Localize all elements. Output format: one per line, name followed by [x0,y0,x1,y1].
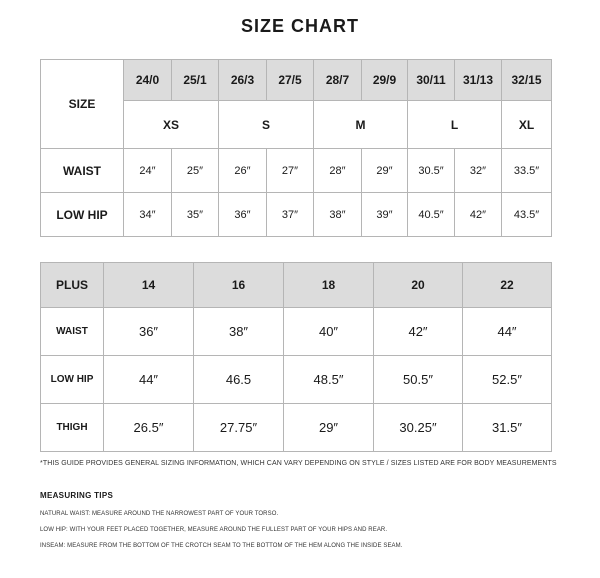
table-cell: 34″ [124,193,172,237]
table-cell: 36″ [104,308,194,356]
table-cell: 35″ [172,193,219,237]
size-code: 24/0 [124,60,172,101]
size-chart-table [40,59,552,237]
measuring-tip: INSEAM: MEASURE FROM THE BOTTOM OF THE CROTCH SEAM TO THE BOTTOM OF THE HEM ALONG THE INSIDE SEAM. [40,543,403,549]
size-letter: S [219,101,314,149]
row-label-thigh: THIGH [41,404,104,452]
table-cell: 29″ [284,404,374,452]
row-label-waist: WAIST [41,149,124,193]
size-header-label: SIZE [41,60,124,149]
table-cell: 37″ [267,193,314,237]
table-cell: 31.5″ [463,404,552,452]
table-cell: 30.5″ [408,149,455,193]
size-letter: L [408,101,502,149]
page-title: SIZE CHART [241,16,359,36]
table-row [41,149,552,193]
plus-header-row [41,263,552,308]
table-cell: 42″ [374,308,463,356]
size-code: 27/5 [267,60,314,101]
table-cell: 30.25″ [374,404,463,452]
row-label-low-hip: LOW HIP [41,193,124,237]
plus-size: 18 [284,263,374,308]
table-cell: 52.5″ [463,356,552,404]
size-letter: XS [124,101,219,149]
size-code: 26/3 [219,60,267,101]
table-row [41,193,552,237]
plus-size: 16 [194,263,284,308]
table-cell: 33.5″ [502,149,552,193]
measuring-tips-heading: MEASURING TIPS [40,491,114,500]
table-cell: 44″ [463,308,552,356]
row-label-waist: WAIST [41,308,104,356]
table-cell: 46.5 [194,356,284,404]
size-code: 30/11 [408,60,455,101]
table-cell: 26″ [219,149,267,193]
size-code: 32/15 [502,60,552,101]
measuring-tip: LOW HIP: WITH YOUR FEET PLACED TOGETHER, MEASURE AROUND THE FULLEST PART OF YOUR HIPS AND REAR. [40,527,388,533]
row-label-low-hip: LOW HIP [41,356,104,404]
size-letter: XL [502,101,552,149]
size-code: 29/9 [362,60,408,101]
table-cell: 25″ [172,149,219,193]
table-cell: 48.5″ [284,356,374,404]
size-code-row [41,60,552,101]
table-cell: 50.5″ [374,356,463,404]
table-cell: 42″ [455,193,502,237]
table-cell: 26.5″ [104,404,194,452]
size-code: 28/7 [314,60,362,101]
table-cell: 38″ [194,308,284,356]
plus-size: 22 [463,263,552,308]
table-cell: 36″ [219,193,267,237]
table-cell: 43.5″ [502,193,552,237]
table-cell: 40″ [284,308,374,356]
size-code: 25/1 [172,60,219,101]
table-cell: 29″ [362,149,408,193]
table-cell: 39″ [362,193,408,237]
disclaimer-footnote: *THIS GUIDE PROVIDES GENERAL SIZING INFORMATION, WHICH CAN VARY DEPENDING ON STYLE / SIZES LISTED ARE FOR BODY MEASUREMENTS [40,460,557,467]
measuring-tip: NATURAL WAIST: MEASURE AROUND THE NARROWEST PART OF YOUR TORSO. [40,511,279,517]
table-cell: 44″ [104,356,194,404]
table-cell: 28″ [314,149,362,193]
table-cell: 27″ [267,149,314,193]
table-cell: 32″ [455,149,502,193]
size-code: 31/13 [455,60,502,101]
plus-header-label: PLUS [41,263,104,308]
table-row [41,308,552,356]
plus-size: 14 [104,263,194,308]
table-row [41,404,552,452]
table-cell: 38″ [314,193,362,237]
plus-size: 20 [374,263,463,308]
table-row [41,356,552,404]
table-cell: 40.5″ [408,193,455,237]
table-cell: 24″ [124,149,172,193]
plus-size-chart-table [40,262,552,452]
table-cell: 27.75″ [194,404,284,452]
size-letter: M [314,101,408,149]
